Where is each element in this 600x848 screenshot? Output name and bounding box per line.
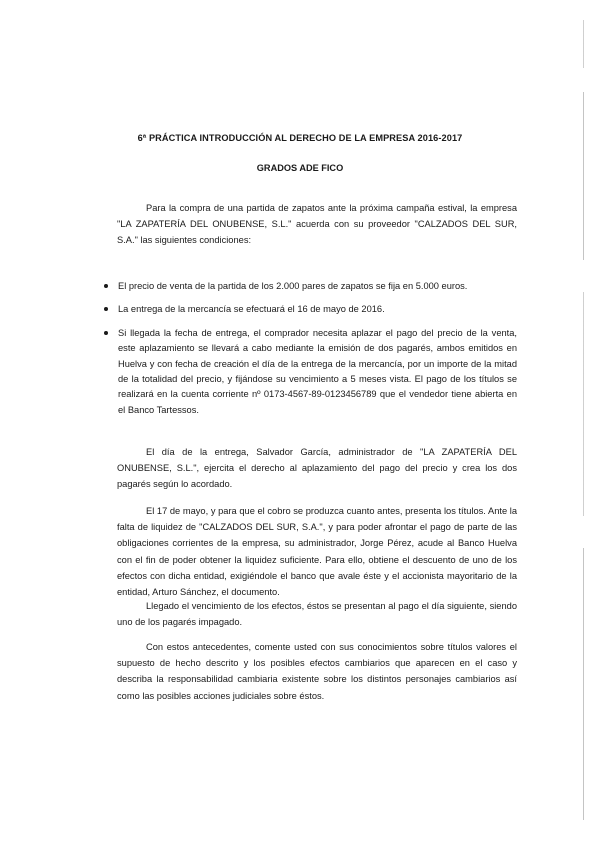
question-paragraph: Con estos antecedentes, comente usted con sus conocimientos sobre títulos valores el supuesto de hecho descrito y los posibles efectos cambiarios que aparecen en el caso y describa la responsabilidad cambiaria existente sobre los distintos personajes cambiarios así como las posibles acciones judiciales sobre éstos. — [117, 642, 517, 701]
condition-text: Si llegada la fecha de entrega, el comprador necesita aplazar el pago del precio de la venta, este aplazamiento se llevará a cabo mediante la emisión de dos pagarés, ambos emitidos en Huelva y con fecha de creación el día de la entrega de la mercancía, por un importe de la mitad de la totalidad del precio, y fijándose su vencimiento a 5 meses vista. El pago de los títulos se realizará en la cuenta corriente nº 0173-4567-89-0123456789 que el vendedor tiene abierta en el Banco Tartessos. — [118, 327, 517, 415]
conditions-list — [104, 279, 517, 426]
delivery-paragraph: El día de la entrega, Salvador García, administrador de "LA ZAPATERÍA DEL ONUBENSE, S.L.", ejercita el derecho al aplazamiento del pago del precio y crea los dos pagarés según lo acordado. — [117, 447, 517, 490]
list-item — [104, 326, 517, 418]
maturity-paragraph: Llegado el vencimiento de los efectos, éstos se presentan al pago el día siguiente, siendo uno de los pagarés impagado. — [117, 601, 517, 628]
bullet-icon — [104, 331, 108, 335]
bullet-icon — [104, 284, 108, 288]
list-item — [104, 302, 517, 317]
document-title: 6ª PRÁCTICA INTRODUCCIÓN AL DERECHO DE LA EMPRESA 2016-2017 — [137, 133, 463, 143]
intro-paragraph: Para la compra de una partida de zapatos ante la próxima campaña estival, la empresa "LA ZAPATERÍA DEL ONUBENSE, S.L." acuerda con su proveedor "CALZADOS DEL SUR, S.A." las siguientes condiciones: — [117, 203, 517, 246]
condition-text: El precio de venta de la partida de los 2.000 pares de zapatos se fija en 5.000 euros. — [118, 281, 468, 291]
bullet-icon — [104, 307, 108, 311]
document-subtitle: GRADOS ADE FICO — [256, 163, 344, 173]
presentation-paragraph: El 17 de mayo, y para que el cobro se produzca cuanto antes, presenta los títulos. Ante la falta de liquidez de "CALZADOS DEL SUR, S.A.", y para poder afrontar el pago de parte de las obligaciones corrientes de la empresa, su administrador, Jorge Pérez, acude al Banco Huelva con el fin de poder obtener la liquidez suficiente. Para ello, obtiene el descuento de uno de los efectos con dicha entidad, exigiéndole el banco que avale éste y el accionista mayoritario de la entidad, Arturo Sánchez, el documento. — [117, 506, 517, 598]
list-item — [104, 279, 517, 294]
condition-text: La entrega de la mercancía se efectuará el 16 de mayo de 2016. — [118, 304, 385, 315]
